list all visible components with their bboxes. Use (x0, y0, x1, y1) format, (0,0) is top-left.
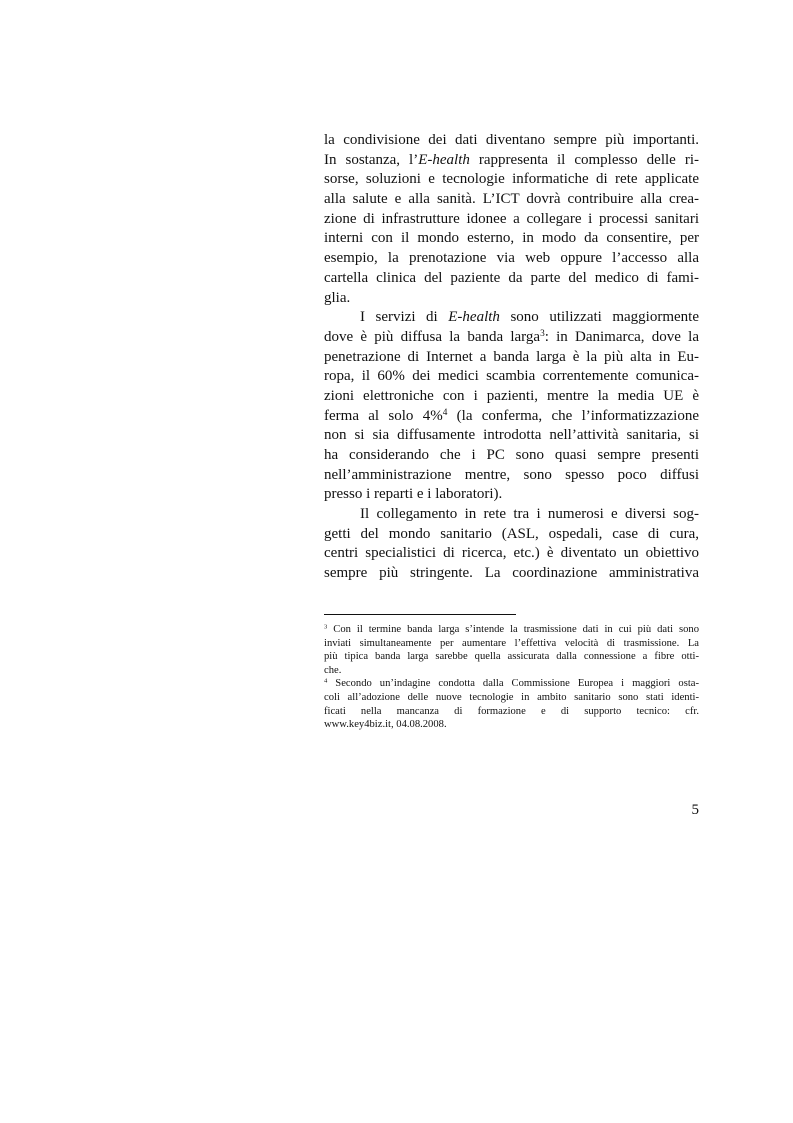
text-line: zione di infrastrutture idonee a collegare i processi sanitari (324, 210, 699, 227)
footnotes (324, 623, 699, 732)
footnote-line: $^3$ Con il termine banda larga s’intende la trasmissione dati in cui più dati sono (324, 623, 699, 635)
text-line: getti del mondo sanitario (ASL, ospedali, case di cura, (324, 525, 699, 542)
text-line: la condivisione dei dati diventano sempre più importanti. (324, 132, 699, 148)
footnote-ref[interactable]: 4 (442, 407, 448, 418)
text-line: Il collegamento in rete tra i numerosi e diversi sog- (360, 506, 699, 523)
text-line: glia. (324, 289, 351, 306)
text-line: non si sia diffusamente introdotta nell’attività sanitaria, si (324, 427, 699, 444)
text-line: interni con il mondo esterno, in modo da consentire, per (324, 230, 699, 247)
text-line: ferma al solo 4%$^4$ (la conferma, che l’informatizzazione (324, 407, 699, 424)
text-line: In sostanza, l’E-health rappresenta il complesso delle ri- (324, 151, 699, 168)
text-line: sempre più stringente. La coordinazione amministrativa (324, 565, 699, 582)
text-line: nell’amministrazione mentre, sono spesso poco diffusi (324, 466, 699, 483)
footnote-number: 3 (324, 623, 328, 631)
text-line: penetrazione di Internet a banda larga è la più alta in Eu- (324, 348, 699, 365)
footnote-line: $^4$ Secondo un’indagine condotta dalla Commissione Europea i maggiori osta- (324, 677, 699, 690)
page-number: 5 (691, 802, 699, 818)
text-line: I servizi di E-health sono utilizzati maggiormente (360, 309, 699, 326)
text-line: esempio, la prenotazione via web oppure l’accesso alla (324, 250, 699, 267)
footnote-line: inviati simultaneamente per aumentare l’effettiva velocità di trasmissione. La (324, 637, 699, 649)
footnote-line: che. (324, 664, 342, 676)
text-line: dove è più diffusa la banda larga$^3$: in Danimarca, dove la (324, 328, 699, 345)
text-line: sorse, soluzioni e tecnologie informatiche di rete applicate (324, 171, 699, 188)
italic-term: E-health (418, 151, 470, 168)
text-line: zioni elettroniche con i pazienti, mentre la media UE è (324, 387, 699, 404)
footnote-line: www.key4biz.it, 04.08.2008. (324, 719, 447, 731)
footnote-line: coli all’adozione delle nuove tecnologie in ambito sanitario sono stati identi- (324, 691, 699, 703)
italic-term: E-health (448, 309, 500, 326)
text-line: alla salute e alla sanità. L’ICT dovrà contribuire alla crea- (324, 191, 699, 208)
text-line: ha considerando che i PC sono quasi sempre presenti (324, 447, 699, 463)
body-text (324, 131, 699, 584)
footnote-ref[interactable]: 3 (540, 328, 545, 339)
footnote-number: 4 (324, 677, 328, 685)
text-line: ropa, il 60% dei medici scambia correntemente comunica- (324, 368, 699, 385)
text-line: centri specialistici di ricerca, etc.) è diventato un obiettivo (324, 545, 699, 562)
footnote-line: ficati nella mancanza di formazione e di supporto tecnico: cfr. (324, 705, 699, 717)
footnote-line: più tipica banda larga sarebbe quella assicurata dalla connessione a fibre otti- (324, 651, 699, 663)
text-line: cartella clinica del paziente da parte del medico di fami- (324, 269, 699, 286)
footnote-separator (324, 614, 516, 615)
text-line: presso i reparti e i laboratori). (324, 486, 503, 503)
